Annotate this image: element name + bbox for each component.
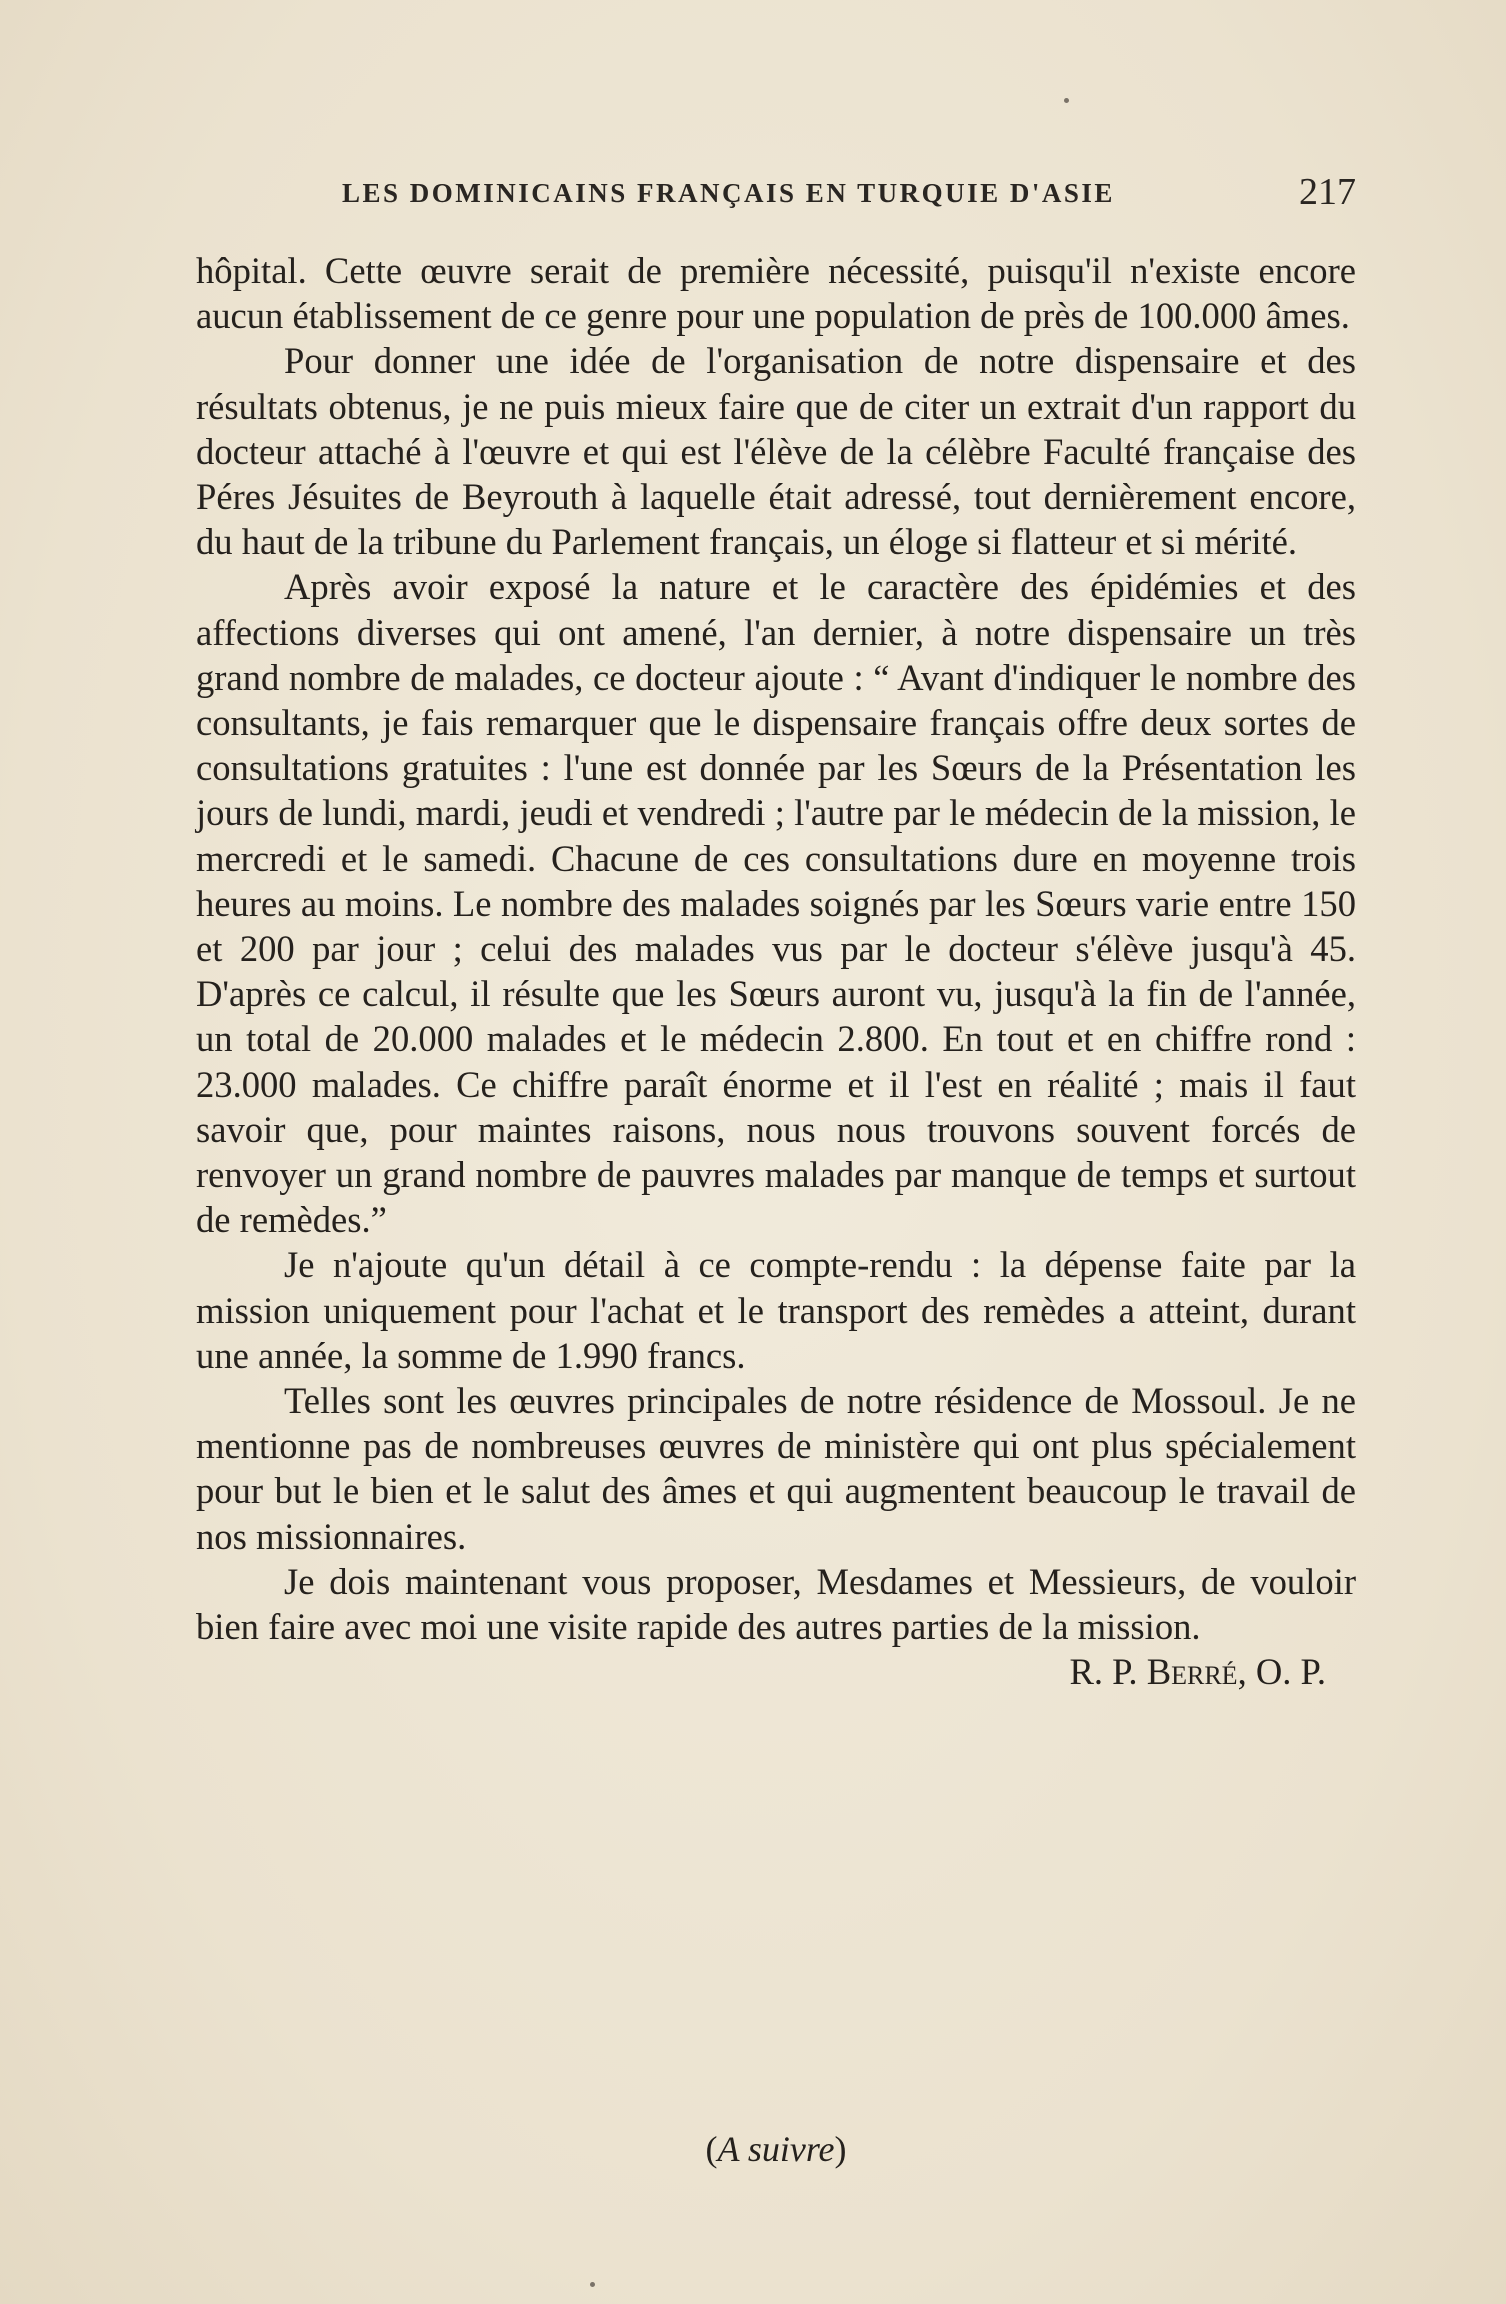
paper-speck [590,2282,595,2287]
paragraph-5: Telles sont les œuvres principales de notre résidence de Mossoul. Je ne mentionne pas de nombreuses œuvres de ministère qui ont plus spécialement pour but le bien et le salut des âmes et qui augmentent beaucoup le travail de nos missionnaires. [196,1380,1356,1557]
signature: R. P. Berré, O. P. [1069,1651,1326,1693]
running-head: LES DOMINICAINS FRANÇAIS EN TURQUIE D'ASIE [342,178,1115,208]
continuation-note: (A suivre) [705,2129,847,2169]
continuation-text: A suivre [717,2129,835,2169]
paragraph-4: Je n'ajoute qu'un détail à ce compte-rendu : la dépense faite par la mission uniquement pour l'achat et le transport des remèdes a atteint, durant une année, la somme de 1.990 francs. [196,1244,1356,1376]
page-number: 217 [1299,171,1356,213]
page-header [196,170,1356,220]
paragraph-6 [196,1559,1356,1693]
paragraph-2: Pour donner une idée de l'organisation de notre dispensaire et des résultats obtenus, je ne puis mieux faire que de citer un extrait d'un rapport du docteur attaché à l'œuvre et qui est l'élève de la célèbre Faculté française des Péres Jésuites de Beyrouth à laquelle était adressé, tout dernièrement encore, du haut de la tribune du Parlement français, un éloge si flatteur et si mérité. [196,340,1356,563]
paper-speck [1064,98,1069,103]
signature-name: Berré [1146,1651,1238,1693]
paragraph-1: hôpital. Cette œuvre serait de première nécessité, puisqu'il n'existe encore aucun établissement de ce genre pour une population de près de 100.000 âmes. [196,250,1356,337]
body-text [196,248,1356,1695]
paragraph-6-text: Je dois maintenant vous proposer, Mesdames et Messieurs, de vouloir bien faire avec moi une visite rapide des autres parties de la mission. [196,1560,1356,1648]
paragraph-3: Après avoir exposé la nature et le caractère des épidémies et des affections diverses qui ont amené, l'an dernier, à notre dispensaire un très grand nombre de malades, ce docteur ajoute : “ Avant d'indiquer le nombre des consultants, je fais remarquer que le dispensaire français offre deux sortes de consultations gratuites : l'une est donnée par les Sœurs de la Présentation les jours de lundi, mardi, jeudi et vendredi ; l'autre par le médecin de la mission, le mercredi et le samedi. Chacune de ces consultations dure en moyenne trois heures au moins. Le nombre des malades soignés par les Sœurs varie entre 150 et 200 par jour ; celui des malades vus par le docteur s'élève jusqu'à 45. D'après ce calcul, il résulte que les Sœurs auront vu, jusqu'à la fin de l'année, un total de 20.000 malades et le médecin 2.800. En tout et en chiffre rond : 23.000 malades. Ce chiffre paraît énorme et il l'est en réalité ; mais il faut savoir que, pour maintes raisons, nous nous trouvons souvent forcés de renvoyer un grand nombre de pauvres malades par manque de temps et surtout de remèdes.” [196,566,1356,1241]
